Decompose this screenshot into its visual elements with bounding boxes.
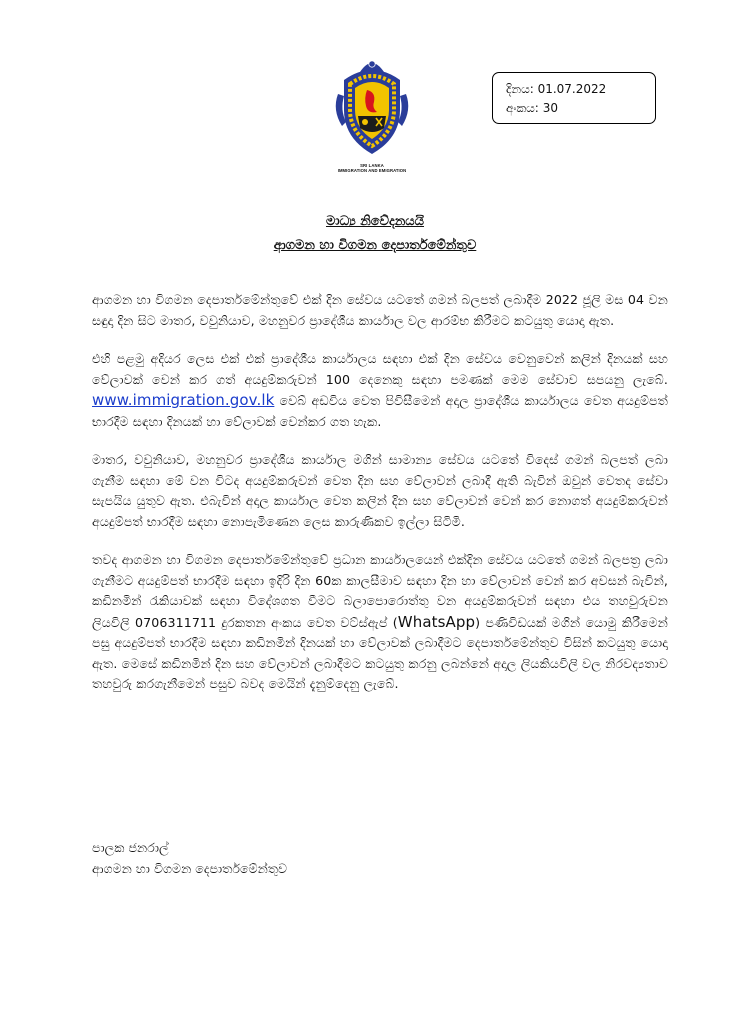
- date-label: දිනය:: [506, 82, 534, 96]
- date-row: [506, 80, 655, 99]
- reference-box: [492, 72, 656, 124]
- heading-media-release: මාධ්‍ය නිවේදනයයි: [325, 214, 425, 229]
- heading-department: ආගමන හා විගමන දෙපාර්තමේන්තුව: [273, 238, 477, 253]
- emblem-icon: [330, 50, 414, 162]
- immigration-website-link[interactable]: www.immigration.gov.lk: [92, 391, 275, 409]
- number-label: අංකය:: [506, 101, 539, 115]
- logo-caption-country: SRI LANKA: [360, 163, 384, 168]
- paragraph-1: ආගමන හා විගමන දෙපාර්තමේන්තුවේ එක් දින සේවය යටතේ ගමන් බලපත් ලබාදීම 2022 ජූලි මස 04 වන සඳුදා දින සිට මාතර, වවුනියාව, මහනුවර ප්‍රාදේශීය කාර්යාල වල ආරම්භ කිරීමට කටයුතු යොදා ඇත.: [92, 292, 668, 328]
- paragraph-2-text-before: එහි පළමු අදියර ලෙස එක් එක් ප්‍රාදේශීය කාර්යාලය සඳහා එක් දින සේවය වෙනුවෙන් කලින් දිනයක් සහ වේලාවක් වෙන් කර ගත් අයදුම්කරුවන් 100 දෙනෙකු සඳහා පමණක් මෙම සේවාව සපයනු ලැබේ.: [92, 351, 668, 387]
- paragraph-4-text-before: තවද ආගමන හා විගමන දෙපාර්තමේන්තුවේ ප්‍රධාන කාර්යාලයෙන් එක්දින සේවය යටතේ ගමන් බලපත්‍ර ලබා ගැනීමට අයදුම්පත් භාරදීම සඳහා ඉදිරි දින 60ක කාලසීමාව සඳහා දින හා වේලාවන් වෙන් කර අවසන් බැවින්, කඩිනමින් රැකියාවක් සඳහා විදේශගත වීමට බලාපොරොත්තු වන අයදුම්කරුවන් සඳහා එය තහවුරුවන ලියවිලි 0706311711 දුරකතන අංකය වෙත වට්ස්ඇප් (: [92, 552, 668, 630]
- number-row: [506, 99, 655, 118]
- whatsapp-text: WhatsApp: [397, 612, 476, 631]
- logo-caption-department: IMMIGRATION AND EMIGRATION: [337, 168, 407, 173]
- paragraph-2: [92, 349, 668, 432]
- signature-department: ආගමන හා විගමන දෙපාර්තමේන්තුව: [92, 861, 288, 876]
- date-value: 01.07.2022: [537, 82, 607, 96]
- globe-icon: [369, 61, 375, 67]
- paragraph-4: [92, 550, 668, 695]
- paragraph-2-text-after: වෙබ් අඩවිය වෙත පිවිසීමෙන් අදාල ප්‍රාදේශීය කාර්යාලය වෙත අයදුම්පත් භාරදීම සඳහා දිනයක් හා වේලාවක් වෙන්කර ගත හැක.: [92, 393, 668, 429]
- document-heading: [0, 212, 750, 260]
- wheel-icon: [362, 119, 368, 125]
- signature-title: පාලක ජනරාල්: [92, 840, 169, 855]
- signature-block: [92, 837, 287, 879]
- department-crest-logo: [330, 50, 414, 180]
- paragraph-3: මාතර, වවුනියාව, මහනුවර ප්‍රාදේශීය කාර්යාල මගින් සාමාන්‍ය සේවය යටතේ විදෙස් ගමන් බලපත් ලබා ගැනීම සඳහා මේ වන විටද අයදුම්කරුවන් වෙත දින සහ වේලාවන් ලබාදී ඇති බැවින් ඔවුන් වෙතද සේවා සැපයිය යුතුව ඇත. එබැවින් අදාල කාර්යාල වෙත කලින් දින සහ වේලාවන් වෙන් කර නොගත් අයදුම්කරුවන් අයදුම්පත් භාරදීම සඳහා නොපැමිණෙන ලෙස කාරුණිකව ඉල්ලා සිටිමි.: [92, 452, 668, 529]
- paragraph-4-text-after: ) පණිවිඩයක් මගින් යොමු කිරීමෙන් පසු අයදුම්පත් භාරදීම සඳහා කඩිනමින් දිනයක් හා වේලාවක් ලබාදීමට දෙපාර්තමේන්තුව විසින් කටයුතු යොදා ඇත. මෙසේ කඩිනමින් දින සහ වේලාවන් ලබාදීමට කටයුතු කරනු ලබන්නේ අදාල ලියකියවිලි වල නිරවද්‍යතාව තහවුරු කරගැනීමෙන් පසුව බවද මෙයින් දැනුම්දෙනු ලැබේ.: [92, 614, 668, 691]
- number-value: 30: [542, 101, 558, 115]
- document-body: [92, 290, 668, 713]
